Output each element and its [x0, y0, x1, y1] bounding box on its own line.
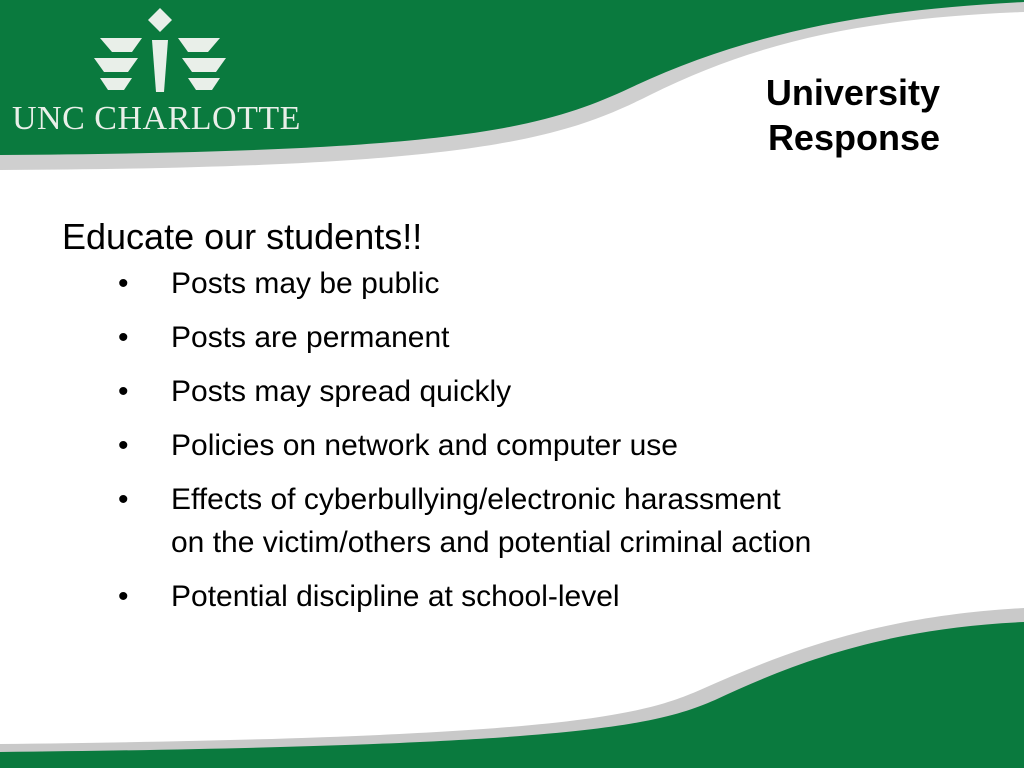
bullet-text: Posts may spread quickly: [171, 375, 512, 408]
bullet-text: Posts may be public: [171, 267, 440, 300]
bullet-icon: •: [118, 483, 129, 516]
bullet-item: [0, 478, 811, 564]
bullet-icon: •: [118, 267, 129, 300]
title-line-2: Response: [767, 117, 940, 158]
bullet-text: Policies on network and computer use: [171, 429, 678, 462]
section-heading: Educate our students!!: [62, 216, 423, 257]
bullet-item: [0, 424, 811, 467]
bullet-text: Effects of cyberbullying/electronic harassment: [171, 483, 781, 516]
bullet-icon: •: [118, 580, 129, 613]
bullet-icon: •: [118, 429, 129, 462]
bullet-item: [0, 575, 811, 618]
title-line-1: University: [765, 72, 940, 113]
bullet-text: Potential discipline at school-level: [171, 580, 620, 613]
bullet-item: [0, 316, 811, 359]
bullet-text-continuation: on the victim/others and potential criminal action: [171, 526, 812, 559]
bullet-list: [0, 262, 811, 629]
slide-title: [680, 70, 940, 160]
bullet-item: [0, 370, 811, 413]
logo-wordmark: UNC CHARLOTTE: [12, 100, 301, 137]
bullet-icon: •: [118, 375, 129, 408]
bullet-item: [0, 262, 811, 305]
crown-emblem-icon: [0, 0, 330, 110]
unc-charlotte-logo: [0, 0, 330, 150]
bullet-icon: •: [118, 321, 129, 354]
bullet-text: Posts are permanent: [171, 321, 450, 354]
